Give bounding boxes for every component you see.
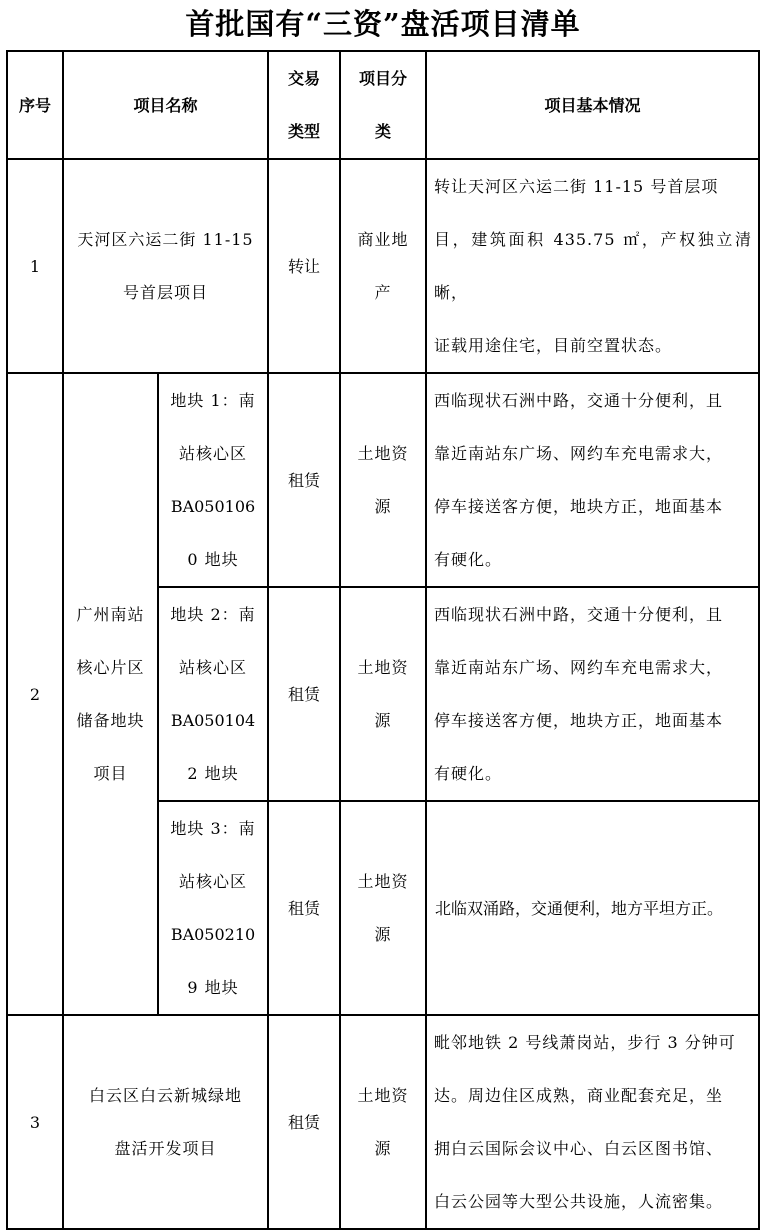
row2-group-line1: 广州南站 bbox=[76, 605, 145, 624]
row2c-name-line2: 站核心区 bbox=[179, 872, 248, 891]
row2-group-line2: 核心片区 bbox=[76, 658, 145, 677]
row1-desc-line3: 证载用途住宅，目前空置状态。 bbox=[434, 336, 673, 355]
row2a-category bbox=[340, 373, 426, 587]
row2c-type: 租赁 bbox=[268, 801, 340, 1015]
row1-type: 转让 bbox=[268, 159, 340, 373]
row2b-cat-line2: 源 bbox=[374, 711, 392, 730]
row1-name-line1: 天河区六运二街 11-15 bbox=[77, 230, 254, 249]
row1-cat-line1: 商业地 bbox=[357, 230, 409, 249]
project-list-table bbox=[6, 50, 760, 1230]
row2c-desc-line1: 北临双涌路，交通便利，地方平坦方正。 bbox=[435, 898, 724, 918]
row2b-description bbox=[426, 587, 759, 801]
row1-category bbox=[340, 159, 426, 373]
row3-cat-line2: 源 bbox=[374, 1139, 392, 1158]
row2a-description bbox=[426, 373, 759, 587]
row2b-desc-line4: 有硬化。 bbox=[434, 764, 503, 783]
table-header-row bbox=[7, 51, 759, 159]
row2c-name-line3: BA050210 bbox=[170, 925, 256, 944]
row2a-name-line4: 0 地块 bbox=[187, 550, 239, 569]
row2a-name-line1: 地块 1：南 bbox=[170, 391, 256, 410]
row2a-desc-line3: 停车接送客方便，地块方正，地面基本 bbox=[434, 497, 724, 516]
row3-category bbox=[340, 1015, 426, 1229]
row3-name bbox=[63, 1015, 268, 1229]
header-seq: 序号 bbox=[7, 51, 63, 159]
row2b-desc-line1: 西临现状石洲中路，交通十分便利，且 bbox=[434, 605, 724, 624]
row1-cat-line2: 产 bbox=[374, 283, 392, 302]
row3-desc-line2: 达。周边住区成熟，商业配套充足，坐 bbox=[434, 1086, 724, 1105]
row2c-name-line4: 9 地块 bbox=[187, 978, 239, 997]
row3-name-line2: 盘活开发项目 bbox=[114, 1139, 217, 1158]
row2b-name-line3: BA050104 bbox=[170, 711, 256, 730]
table-row bbox=[7, 373, 759, 587]
header-type-line2: 类型 bbox=[288, 122, 321, 141]
row2-group-line4: 项目 bbox=[93, 764, 128, 783]
header-type bbox=[268, 51, 340, 159]
header-cat-line2: 类 bbox=[375, 122, 392, 141]
row2b-cat-line1: 土地资 bbox=[357, 658, 409, 677]
row2c-name bbox=[158, 801, 268, 1015]
row3-desc-line3: 拥白云国际会议中心、白云区图书馆、 bbox=[434, 1139, 724, 1158]
header-type-line1: 交易 bbox=[288, 69, 321, 88]
row2a-desc-line1: 西临现状石洲中路，交通十分便利，且 bbox=[434, 391, 724, 410]
row2b-name-line1: 地块 2：南 bbox=[170, 605, 256, 624]
header-category bbox=[340, 51, 426, 159]
row2c-cat-line2: 源 bbox=[374, 925, 392, 944]
row2c-description bbox=[426, 801, 759, 1015]
row1-description bbox=[426, 159, 759, 373]
row2c-category bbox=[340, 801, 426, 1015]
header-description: 项目基本情况 bbox=[426, 51, 759, 159]
row2a-name-line3: BA050106 bbox=[170, 497, 256, 516]
row2b-category bbox=[340, 587, 426, 801]
row2-group-line3: 储备地块 bbox=[76, 711, 145, 730]
row3-cat-line1: 土地资 bbox=[357, 1086, 409, 1105]
row2c-cat-line1: 土地资 bbox=[357, 872, 409, 891]
row2a-type: 租赁 bbox=[268, 373, 340, 587]
row2a-cat-line2: 源 bbox=[374, 497, 392, 516]
row2b-desc-line2: 靠近南站东广场、网约车充电需求大， bbox=[434, 658, 724, 677]
document-title: 首批国有“三资”盘活项目清单 bbox=[185, 7, 581, 41]
row2a-cat-line1: 土地资 bbox=[357, 444, 409, 463]
table-row bbox=[7, 159, 759, 373]
row3-description bbox=[426, 1015, 759, 1229]
row1-desc-line1: 转让天河区六运二街 11-15 号首层项 bbox=[434, 177, 719, 196]
header-name: 项目名称 bbox=[63, 51, 268, 159]
row3-desc-line4: 白云公园等大型公共设施，人流密集。 bbox=[434, 1192, 724, 1211]
row2b-name-line2: 站核心区 bbox=[179, 658, 248, 677]
row3-type: 租赁 bbox=[268, 1015, 340, 1229]
row2a-name-line2: 站核心区 bbox=[179, 444, 248, 463]
row2b-type: 租赁 bbox=[268, 587, 340, 801]
row2a-name bbox=[158, 373, 268, 587]
row1-desc-line2: 目，建筑面积 435.75 ㎡，产权独立清晰， bbox=[434, 230, 753, 302]
row1-name-line2: 号首层项目 bbox=[123, 283, 209, 302]
row1-seq: 1 bbox=[7, 159, 63, 373]
row2-group-name bbox=[63, 373, 158, 1015]
row2b-desc-line3: 停车接送客方便，地块方正，地面基本 bbox=[434, 711, 724, 730]
table-row bbox=[7, 1015, 759, 1229]
row3-name-line1: 白云区白云新城绿地 bbox=[89, 1086, 243, 1105]
row2c-name-line1: 地块 3：南 bbox=[170, 819, 256, 838]
row3-seq: 3 bbox=[7, 1015, 63, 1229]
row2b-name bbox=[158, 587, 268, 801]
row2-seq: 2 bbox=[7, 373, 63, 1015]
header-cat-line1: 项目分 bbox=[359, 69, 408, 88]
row2a-desc-line4: 有硬化。 bbox=[434, 550, 503, 569]
row2b-name-line4: 2 地块 bbox=[187, 764, 239, 783]
row3-desc-line1: 毗邻地铁 2 号线萧岗站，步行 3 分钟可 bbox=[434, 1033, 736, 1052]
row1-name bbox=[63, 159, 268, 373]
row2a-desc-line2: 靠近南站东广场、网约车充电需求大， bbox=[434, 444, 724, 463]
